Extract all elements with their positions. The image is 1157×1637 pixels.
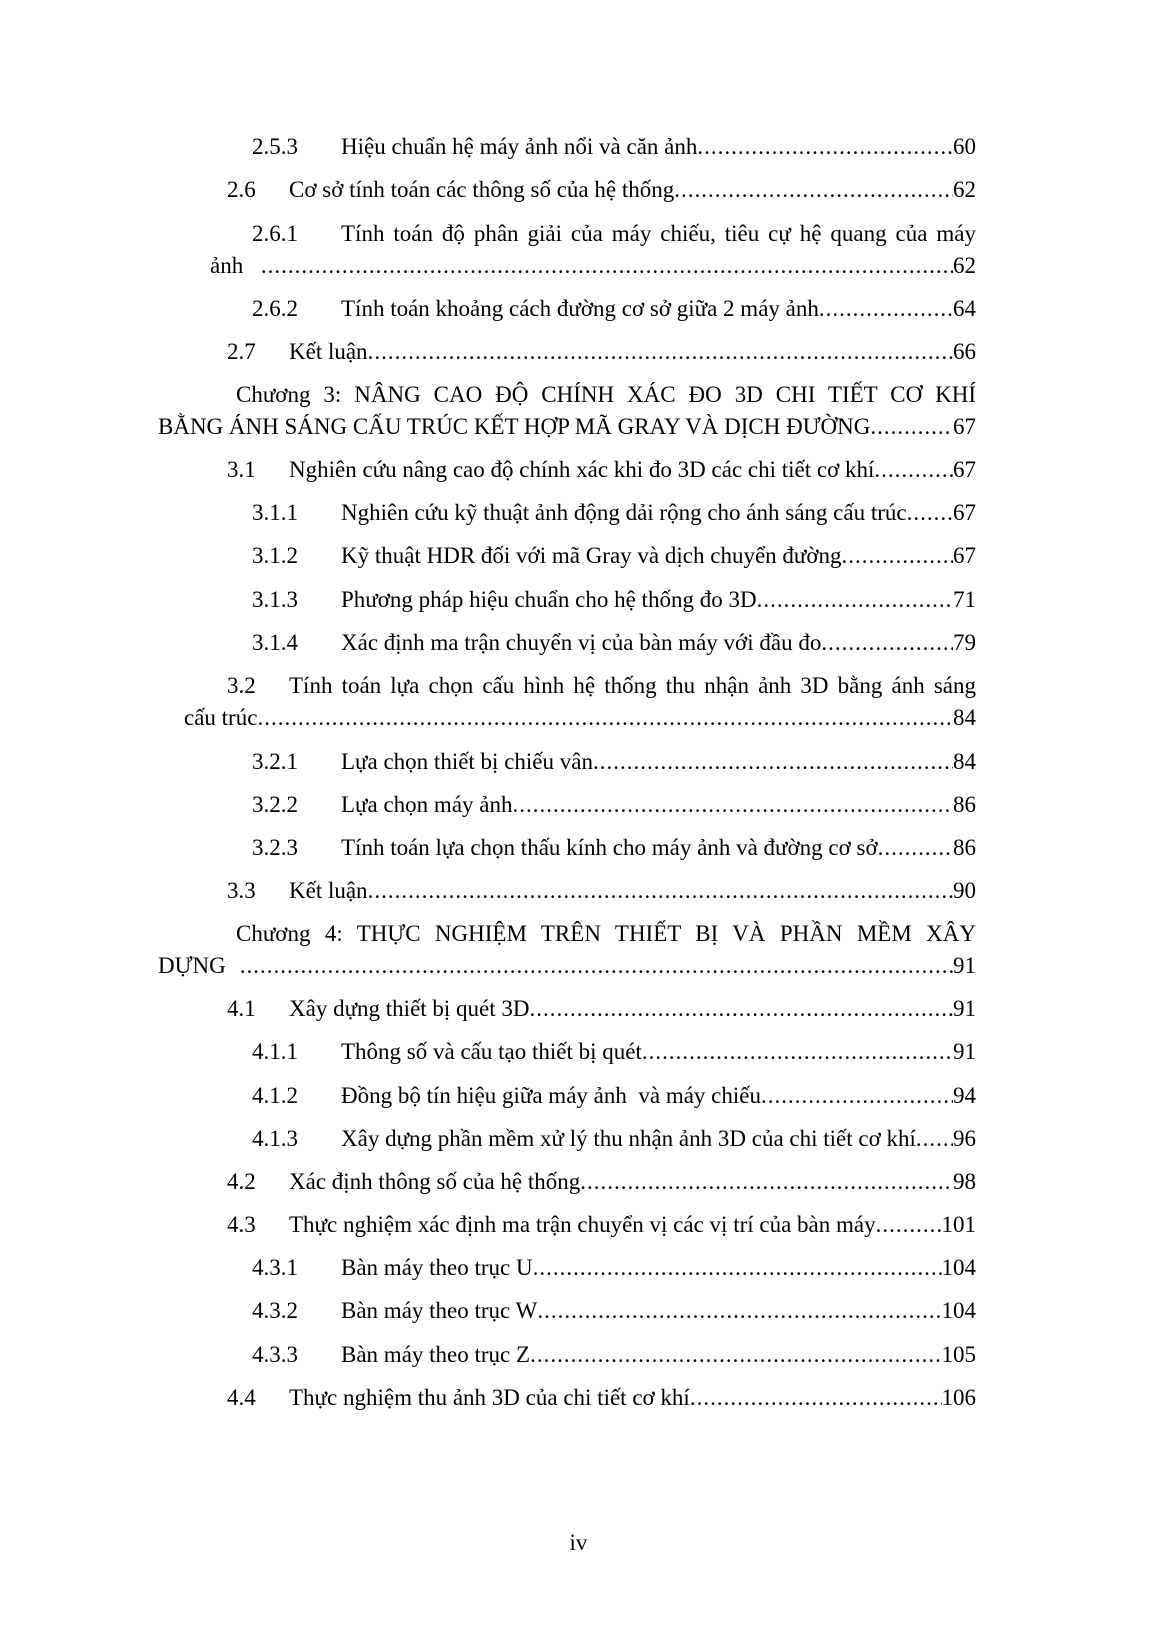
toc-entry-4-3-3[interactable] xyxy=(252,1340,976,1370)
toc-entry-title-cont: ảnh xyxy=(210,253,244,278)
toc-entry-number: 4.1.2 xyxy=(252,1083,298,1108)
toc-entry-title: Đồng bộ tín hiệu giữa máy ảnh và máy chiếu xyxy=(341,1083,761,1108)
toc-entry-title: Kết luận xyxy=(289,339,368,364)
toc-entry-title: Nghiên cứu kỹ thuật ảnh động dải rộng cho ánh sáng cấu trúc xyxy=(341,500,907,525)
toc-entry-number: 2.6.1 xyxy=(252,221,298,246)
toc-entry-title: Lựa chọn máy ảnh xyxy=(341,792,513,817)
toc-entry-4-1-1[interactable] xyxy=(252,1037,976,1067)
toc-entry-page: 91 xyxy=(953,1039,976,1064)
toc-entry-page: 90 xyxy=(953,878,976,903)
page-number-footer: iv xyxy=(569,1530,588,1555)
toc-entry-title: Nghiên cứu nâng cao độ chính xác khi đo 3D các chi tiết cơ khí xyxy=(289,457,875,482)
toc-entry-page: 104 xyxy=(941,1255,976,1280)
toc-entry-number: 4.3.1 xyxy=(252,1255,298,1280)
toc-entry-4-1[interactable] xyxy=(227,994,976,1024)
toc-entry-number: 2.5.3 xyxy=(252,134,298,159)
toc-entry-page: 91 xyxy=(953,953,976,978)
toc-entry-4-1-2[interactable] xyxy=(252,1081,976,1111)
toc-entry-number: 2.6.2 xyxy=(252,296,298,321)
toc-entry-page: 62 xyxy=(953,177,976,202)
toc-entry-number: 3.2 xyxy=(227,673,256,698)
toc-entry-page: 94 xyxy=(953,1083,976,1108)
toc-entry-title: Kết luận xyxy=(289,878,368,903)
toc-entry-number: 3.2.3 xyxy=(252,835,298,860)
toc-entry-number: 4.3 xyxy=(227,1212,256,1237)
toc-entry-page: 67 xyxy=(953,500,976,525)
toc-entry-title: Xác định ma trận chuyển vị của bàn máy với đầu đo xyxy=(341,630,822,655)
toc-entry-title: Lựa chọn thiết bị chiếu vân xyxy=(341,749,593,774)
toc-entry-title: Hiệu chuẩn hệ máy ảnh nổi và căn ảnh xyxy=(341,134,698,159)
toc-chapter-title-cont: BẰNG ÁNH SÁNG CẤU TRÚC KẾT HỢP MÃ GRAY VÀ DỊCH ĐƯỜNG xyxy=(158,414,871,439)
toc-entry-page: 66 xyxy=(953,339,976,364)
toc-entry-3-1-2[interactable] xyxy=(252,541,976,571)
toc-entry-4-4[interactable] xyxy=(227,1383,976,1413)
toc-entry-number: 4.3.2 xyxy=(252,1298,298,1323)
toc-entry-page: 67 xyxy=(953,414,976,439)
toc-entry-4-2[interactable] xyxy=(227,1167,976,1197)
toc-entry-page: 101 xyxy=(941,1212,976,1237)
toc-entry-title: Bàn máy theo trục W xyxy=(341,1298,538,1323)
toc-entry-number: 4.2 xyxy=(227,1169,256,1194)
toc-entry-title: Thông số và cấu tạo thiết bị quét xyxy=(341,1039,642,1064)
toc-entry-2-6-2[interactable] xyxy=(252,294,976,324)
toc-entry-title: Xây dựng thiết bị quét 3D xyxy=(289,996,530,1021)
toc-entry-title: Phương pháp hiệu chuẩn cho hệ thống đo 3D xyxy=(341,587,757,612)
toc-entry-page: 60 xyxy=(953,134,976,159)
toc-chapter-title: Chương 3: NÂNG CAO ĐỘ CHÍNH XÁC ĐO 3D CHI TIẾT CƠ KHÍ xyxy=(236,382,976,407)
toc-entry-page: 86 xyxy=(953,792,976,817)
toc-entry-2-5-3[interactable] xyxy=(252,132,976,162)
toc-entry-page: 79 xyxy=(953,630,976,655)
toc-entry-4-1-3[interactable] xyxy=(252,1124,976,1154)
toc-entry-number: 3.2.1 xyxy=(252,749,298,774)
toc-chapter-title-cont: DỰNG xyxy=(158,953,226,978)
toc-entry-number: 4.3.3 xyxy=(252,1342,298,1367)
toc-entry-title: Bàn máy theo trục Z xyxy=(341,1342,531,1367)
toc-entry-4-3-1[interactable] xyxy=(252,1253,976,1283)
toc-entry-title: Xây dựng phần mềm xử lý thu nhận ảnh 3D của chi tiết cơ khí xyxy=(341,1126,916,1151)
toc-chapter-title: Chương 4: THỰC NGHIỆM TRÊN THIẾT BỊ VÀ PHẦN MỀM XÂY xyxy=(236,921,976,946)
toc-entry-page: 96 xyxy=(953,1126,976,1151)
toc-entry-page: 64 xyxy=(953,296,976,321)
toc-entry-number: 3.3 xyxy=(227,878,256,903)
toc-entry-page: 67 xyxy=(953,457,976,482)
toc-entry-3-1-3[interactable] xyxy=(252,585,976,615)
toc-entry-3-3[interactable] xyxy=(227,876,976,906)
toc-entry-number: 2.7 xyxy=(227,339,256,364)
toc-entry-title: Bàn máy theo trục U xyxy=(341,1255,533,1280)
toc-entry-3-1-4[interactable] xyxy=(252,628,976,658)
toc-entry-number: 2.6 xyxy=(227,177,256,202)
toc-entry-title-cont: cấu trúc xyxy=(184,705,258,730)
toc-entry-3-2-1[interactable] xyxy=(252,747,976,777)
toc-entry-4-3-2[interactable] xyxy=(252,1296,976,1326)
toc-entry-page: 91 xyxy=(953,996,976,1021)
toc-entry-page: 84 xyxy=(953,749,976,774)
toc-entry-number: 4.1.1 xyxy=(252,1039,298,1064)
toc-entry-number: 3.1.4 xyxy=(252,630,298,655)
toc-entry-title: Kỹ thuật HDR đối với mã Gray và dịch chuyển đường xyxy=(341,543,842,568)
toc-entry-title: Tính toán độ phân giải của máy chiếu, tiêu cự hệ quang của máy xyxy=(341,221,976,246)
toc-entry-page: 104 xyxy=(941,1298,976,1323)
toc-entry-page: 86 xyxy=(953,835,976,860)
toc-entry-page: 105 xyxy=(941,1342,976,1367)
toc-entry-page: 71 xyxy=(953,587,976,612)
toc-entry-3-2-2[interactable] xyxy=(252,790,976,820)
toc-entry-page: 67 xyxy=(953,543,976,568)
toc-entry-title: Xác định thông số của hệ thống xyxy=(289,1169,581,1194)
toc-entry-3-2-3[interactable] xyxy=(252,833,976,863)
toc-entry-number: 3.1.3 xyxy=(252,587,298,612)
toc-entry-title: Cơ sở tính toán các thông số của hệ thống xyxy=(289,177,675,202)
toc-entry-page: 84 xyxy=(953,705,976,730)
toc-entry-title: Tính toán lựa chọn thấu kính cho máy ảnh và đường cơ sở xyxy=(341,835,878,860)
toc-entry-title: Thực nghiệm xác định ma trận chuyển vị các vị trí của bàn máy xyxy=(289,1212,876,1237)
toc-entry-title: Tính toán khoảng cách đường cơ sở giữa 2 máy ảnh xyxy=(341,296,819,321)
toc-entry-page: 98 xyxy=(953,1169,976,1194)
toc-entry-4-3[interactable] xyxy=(227,1210,976,1240)
toc-entry-title: Tính toán lựa chọn cấu hình hệ thống thu nhận ảnh 3D bằng ánh sáng xyxy=(289,673,976,698)
toc-entry-number: 4.1 xyxy=(227,996,256,1021)
toc-entry-page: 62 xyxy=(953,253,976,278)
toc-entry-title: Thực nghiệm thu ảnh 3D của chi tiết cơ khí xyxy=(289,1385,690,1410)
toc-entry-2-7[interactable] xyxy=(227,337,976,367)
toc-entry-number: 4.1.3 xyxy=(252,1126,298,1151)
toc-entry-number: 3.1 xyxy=(227,457,256,482)
toc-entry-2-6[interactable] xyxy=(227,175,976,205)
toc-entry-3-1-1[interactable] xyxy=(252,498,976,528)
toc-entry-number: 4.4 xyxy=(227,1385,256,1410)
toc-entry-3-1[interactable] xyxy=(227,455,976,485)
toc-entry-number: 3.1.1 xyxy=(252,500,298,525)
toc-entry-number: 3.1.2 xyxy=(252,543,298,568)
toc-entry-number: 3.2.2 xyxy=(252,792,298,817)
toc-entry-page: 106 xyxy=(941,1385,976,1410)
